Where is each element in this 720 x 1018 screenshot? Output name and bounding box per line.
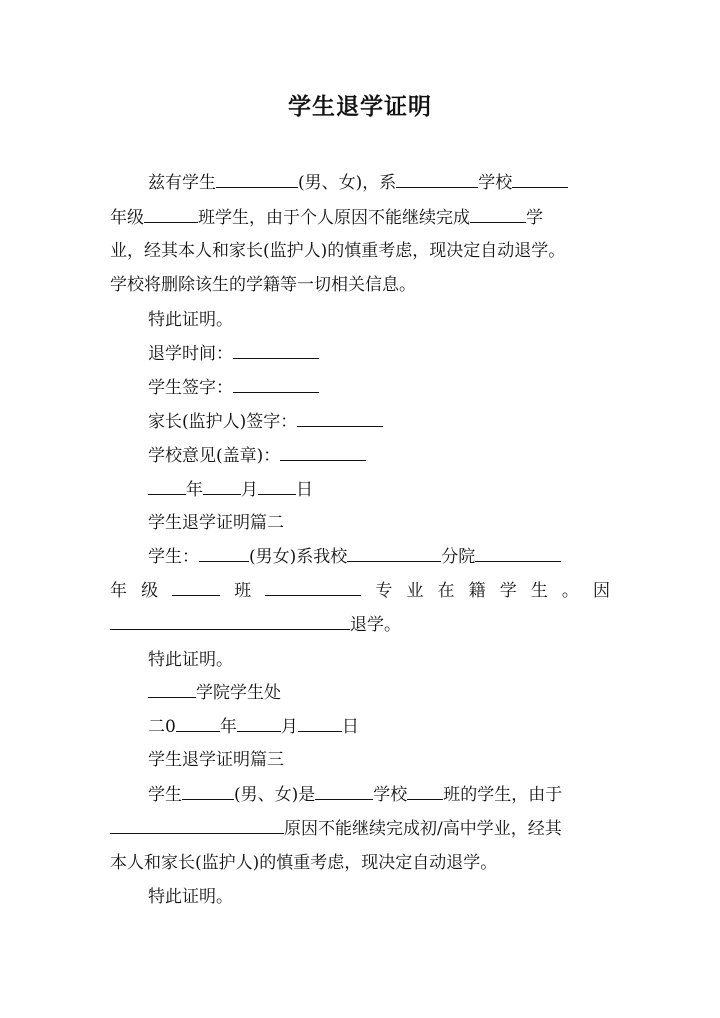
blank-day [258,478,296,495]
text: 年 [186,480,203,500]
blank-year [176,715,220,732]
s3-line-2 [110,817,610,841]
blank-parent-sign [297,410,383,427]
text: 月 [241,480,258,500]
text: 学校 [478,173,513,193]
text: 日 [341,717,359,737]
s1-line-3: 业，经其本人和家长(监护人)的慎重考虑，现决定自动退学。 [110,241,566,261]
s1-parent-sign [148,410,610,434]
s1-certify: 特此证明。 [148,310,233,330]
blank-month [237,715,281,732]
blank-school [512,171,568,188]
text: 学校意见(盖章)： [148,446,281,466]
text: (男、女)是 [234,785,316,805]
text: 二0 [148,717,176,737]
blank-school-opinion [280,444,366,461]
text: 年 [110,581,127,601]
blank-reason [110,613,350,630]
s3-line-1 [148,783,610,807]
text: 级 [141,581,159,601]
text: 年 [219,717,237,737]
text: 学生： [148,547,199,567]
blank-class [172,579,220,596]
s3-heading: 学生退学证明篇三 [148,750,284,770]
text: 因 [592,581,610,601]
s1-line-2 [110,206,610,230]
blank-name [199,545,249,562]
blank-grade [144,206,198,223]
text: 学院学生处 [196,683,281,703]
blank-time [233,342,319,359]
text: 籍 [468,581,486,601]
text: 家长(监护人)签字： [148,412,298,432]
text: 日 [296,480,313,500]
blank-college [148,681,196,698]
text: 业 [406,581,424,601]
s2-line-1 [148,545,610,569]
blank-month [203,478,241,495]
text: 原因不能继续完成初/高中学业，经其 [284,819,562,839]
blank-year [148,478,186,495]
blank-major [265,579,361,596]
s2-line-2 [110,579,610,603]
text: 学 [526,208,543,228]
text: 兹有学生 [148,173,216,193]
text: 在 [437,581,455,601]
text: 退学。 [350,615,401,635]
text: 分院 [441,547,476,567]
blank-branch [347,545,441,562]
document-title: 学生退学证明 [288,93,432,120]
s2-date [148,715,610,739]
blank-class [396,171,478,188]
text: 班的学生，由于 [443,785,563,805]
text: 。 [561,581,579,601]
text: 年级 [110,208,144,228]
text: 专 [375,581,393,601]
text: 班学生，由于个人原因不能继续完成 [198,208,470,228]
s3-line-3: 本人和家长(监护人)的慎重考虑，现决定自动退学。 [110,853,498,873]
s1-school-opinion [148,444,610,468]
text: (男女)系我校 [249,547,348,567]
s2-heading: 学生退学证明篇二 [148,513,284,533]
s2-office [148,681,610,705]
blank-school [315,783,373,800]
text: 学 [499,581,517,601]
blank-class [407,783,443,800]
s1-student-sign [148,376,610,400]
blank-grade [475,545,561,562]
text: 月 [280,717,298,737]
blank-student-name [216,171,298,188]
text: 学校 [373,785,408,805]
text: 学生 [148,785,182,805]
s3-certify: 特此证明。 [148,887,233,907]
text: 班 [234,581,252,601]
text: 生 [530,581,548,601]
text: 学生签字： [148,378,233,398]
s1-line-4: 学校将删除该生的学籍等一切相关信息。 [110,275,416,295]
blank-day [298,715,342,732]
s2-certify: 特此证明。 [148,650,233,670]
s1-withdraw-time [148,342,610,366]
text: (男、女)，系 [298,173,397,193]
s1-date [148,478,610,502]
text: 退学时间： [148,344,233,364]
s2-line-3 [110,613,610,637]
blank-student-sign [233,376,319,393]
blank-reason [110,817,284,834]
blank-name [182,783,234,800]
s1-line-1 [148,171,610,195]
blank-study [470,206,526,223]
